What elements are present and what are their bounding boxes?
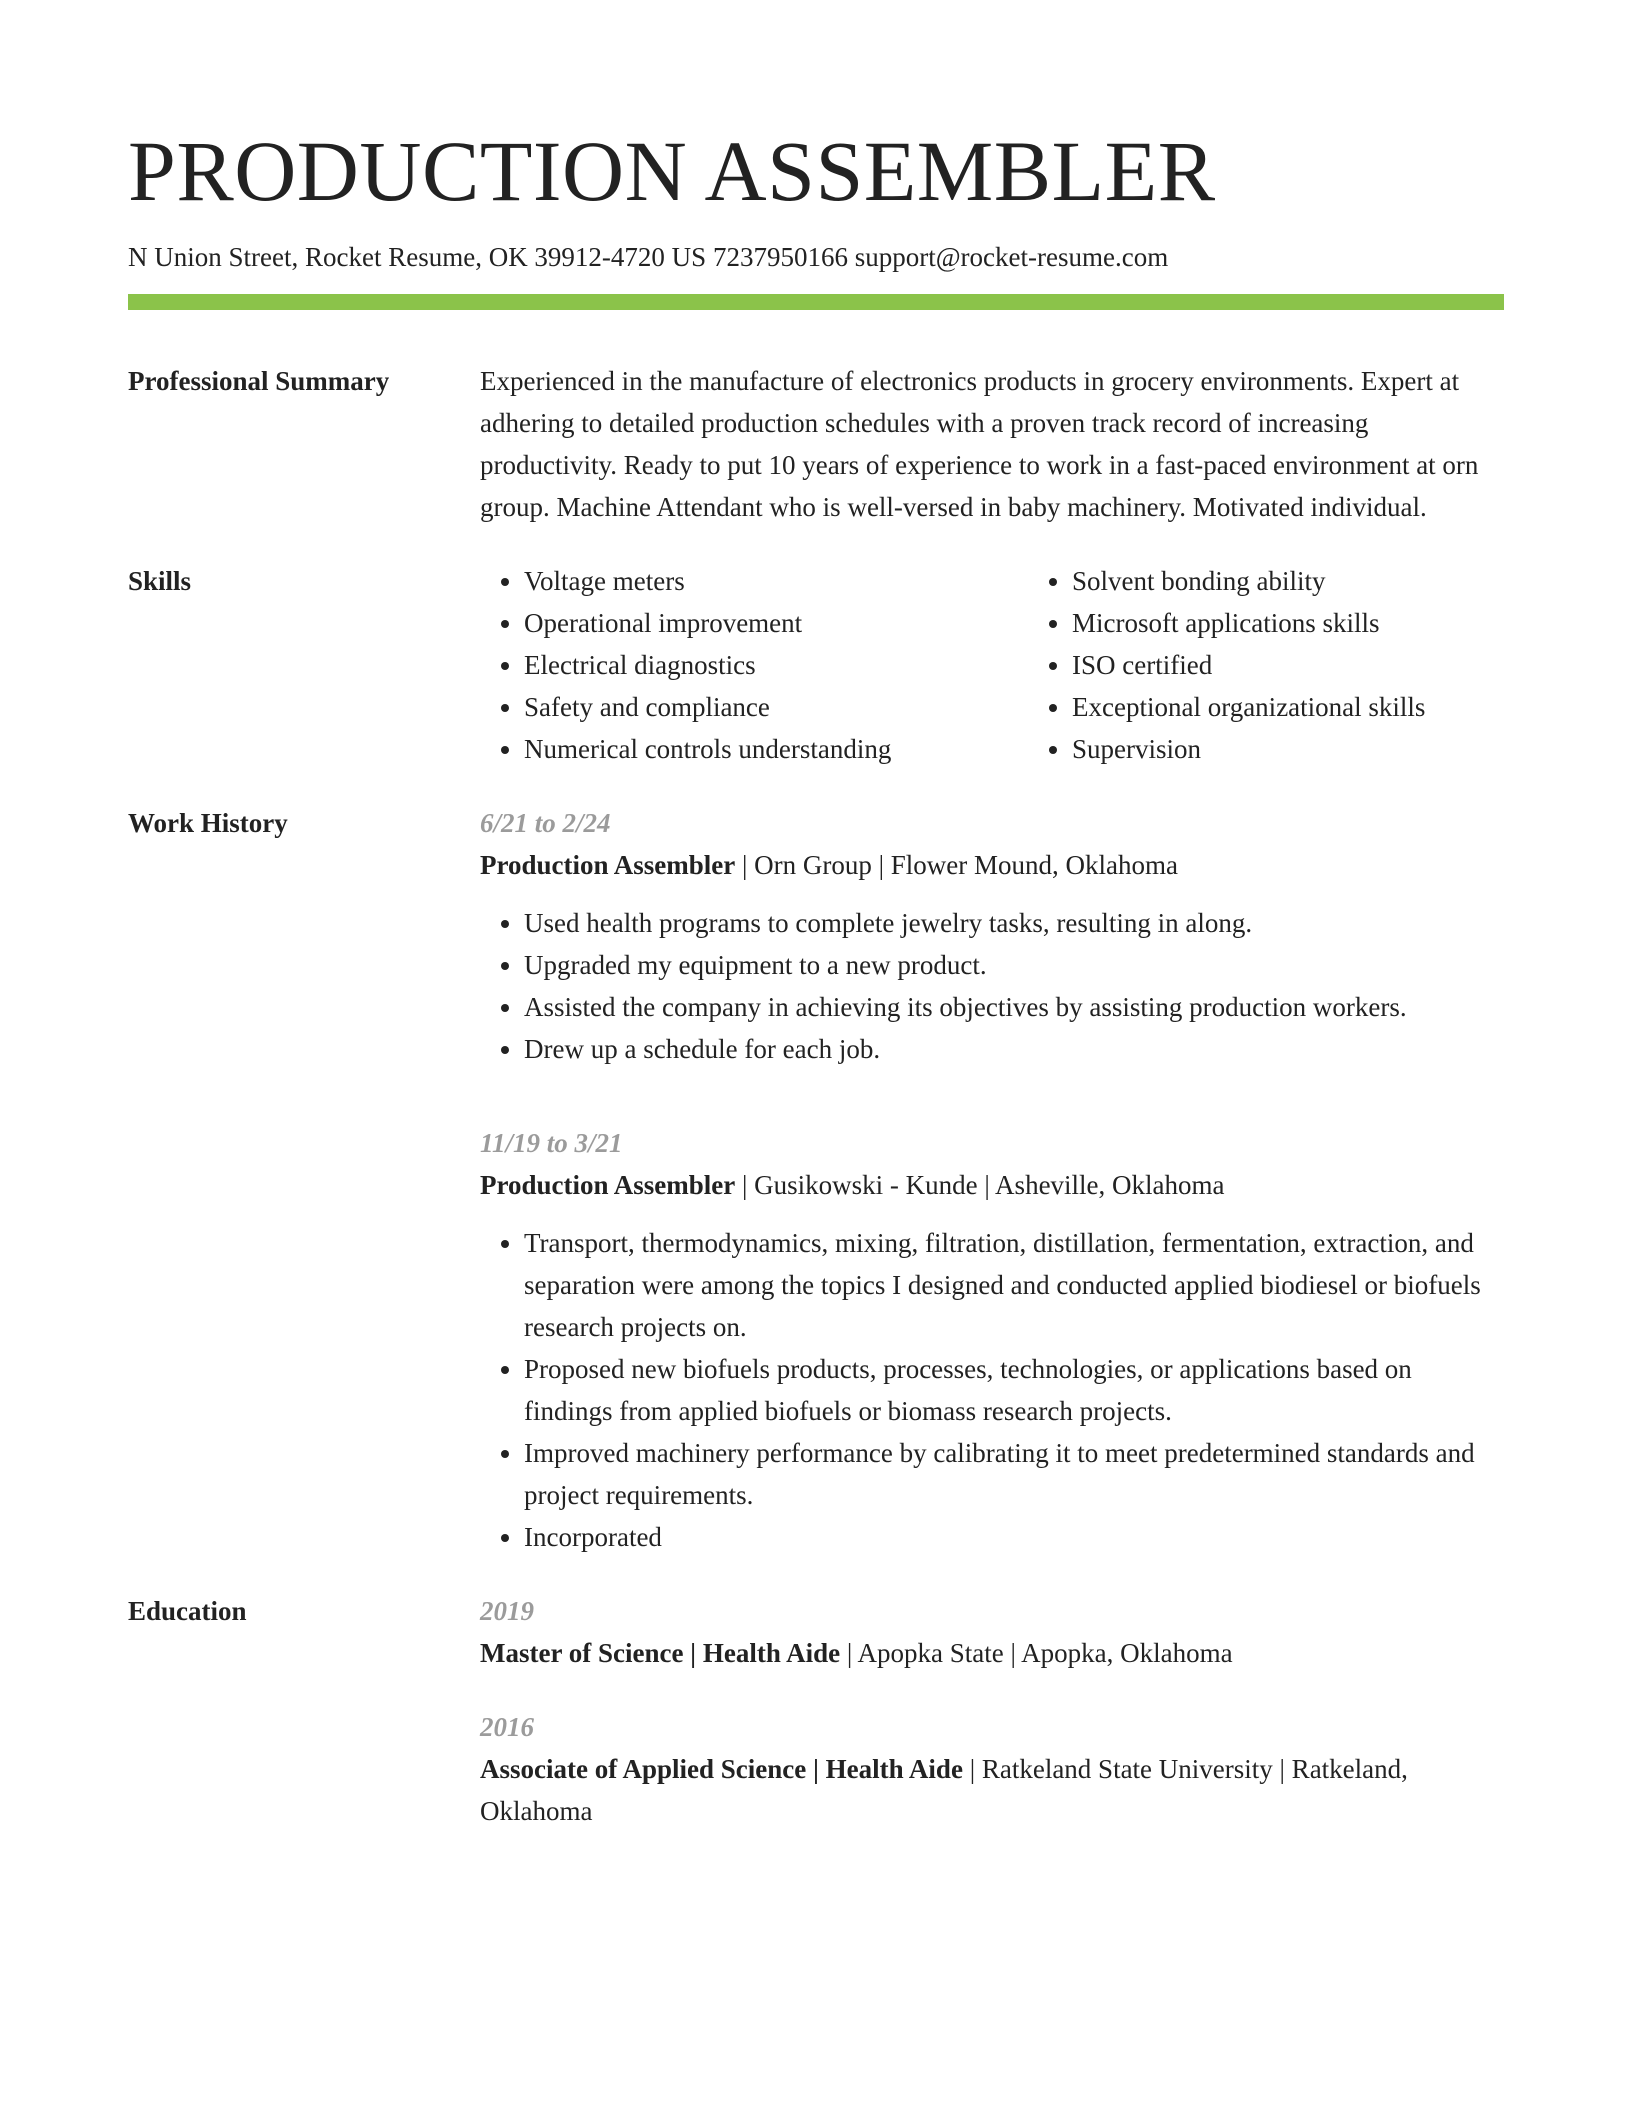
education-details: | Apopka State | Apopka, Oklahoma: [840, 1638, 1233, 1668]
job-bullet: • Improved machinery performance by calibrating it to meet predetermined standards and project requirements.: [524, 1432, 1504, 1516]
skill-item: • Operational improvement: [524, 602, 1028, 644]
summary-section: [128, 360, 1504, 528]
education-line: [480, 1748, 1504, 1832]
skills-section: [128, 560, 1504, 770]
job-entry: [480, 802, 1504, 1090]
skill-item: • Exceptional organizational skills: [1072, 686, 1576, 728]
education-line: [480, 1632, 1504, 1674]
job-role-line: [480, 1164, 1504, 1206]
job-title: Production Assembler: [480, 1170, 736, 1200]
education-details: | Ratkeland State University | Ratkeland, Oklahoma: [480, 1754, 1408, 1826]
contact-info: N Union Street, Rocket Resume, OK 39912-4720 US 7237950166 support@rocket-resume.com: [128, 242, 1169, 272]
resume-page: [128, 0, 1504, 1832]
education-entry: [480, 1590, 1504, 1674]
summary-text: Experienced in the manufacture of electronics products in grocery environments. Expert at adhering to detailed production schedules with a proven track record of increasing productivity. Ready to put 10 years of experience to work in a fast-paced environment at orn group. Machine Attendant who is well-versed in baby machinery. Motivated individual.: [480, 366, 1479, 522]
job-bullet: • Used health programs to complete jewelry tasks, resulting in along.: [524, 902, 1504, 944]
work-history-body: [480, 802, 1504, 1558]
skills-list-right: [1028, 560, 1576, 770]
education-degree: Master of Science | Health Aide: [480, 1638, 841, 1668]
skill-item: • Supervision: [1072, 728, 1576, 770]
skill-item: • Numerical controls understanding: [524, 728, 1028, 770]
education-year: 2019: [480, 1596, 534, 1626]
job-dates: 6/21 to 2/24: [480, 808, 611, 838]
skill-item: • Safety and compliance: [524, 686, 1028, 728]
job-bullets: [480, 1222, 1504, 1558]
education-degree: Associate of Applied Science | Health Aide: [480, 1754, 963, 1784]
job-bullet: • Assisted the company in achieving its objectives by assisting production workers.: [524, 986, 1504, 1028]
skills-columns: [480, 560, 1576, 770]
resume-name: PRODUCTION ASSEMBLER: [128, 123, 1216, 219]
education-section: [128, 1590, 1504, 1832]
section-label-work-history: Work History: [128, 808, 288, 838]
skill-item: • Voltage meters: [524, 560, 1028, 602]
job-dates: 11/19 to 3/21: [480, 1128, 623, 1158]
job-bullet: • Upgraded my equipment to a new product.: [524, 944, 1504, 986]
work-history-section: [128, 802, 1504, 1558]
job-bullets: [480, 902, 1504, 1070]
job-details: | Gusikowski - Kunde | Asheville, Oklahoma: [735, 1170, 1225, 1200]
section-label-skills: Skills: [128, 566, 192, 596]
education-body: [480, 1590, 1504, 1832]
job-bullet: • Proposed new biofuels products, processes, technologies, or applications based on findings from applied biofuels or biomass research projects.: [524, 1348, 1504, 1432]
job-role-line: [480, 844, 1504, 886]
section-label-education: Education: [128, 1596, 247, 1626]
job-details: | Orn Group | Flower Mound, Oklahoma: [735, 850, 1179, 880]
job-bullet: • Drew up a schedule for each job.: [524, 1028, 1504, 1070]
skill-item: • ISO certified: [1072, 644, 1576, 686]
job-entry: [480, 1122, 1504, 1558]
education-entry: [480, 1706, 1504, 1832]
skill-item: • Solvent bonding ability: [1072, 560, 1576, 602]
skills-list-left: [480, 560, 1028, 770]
section-label-summary: Professional Summary: [128, 366, 390, 396]
skill-item: • Electrical diagnostics: [524, 644, 1028, 686]
header-divider: [128, 294, 1504, 310]
education-year: 2016: [480, 1712, 534, 1742]
job-bullet: • Transport, thermodynamics, mixing, filtration, distillation, fermentation, extraction, and separation were among the topics I designed and conducted applied biodiesel or biofuels research projects on.: [524, 1222, 1504, 1348]
skill-item: • Microsoft applications skills: [1072, 602, 1576, 644]
job-bullet: • Incorporated: [524, 1516, 1504, 1558]
job-title: Production Assembler: [480, 850, 736, 880]
